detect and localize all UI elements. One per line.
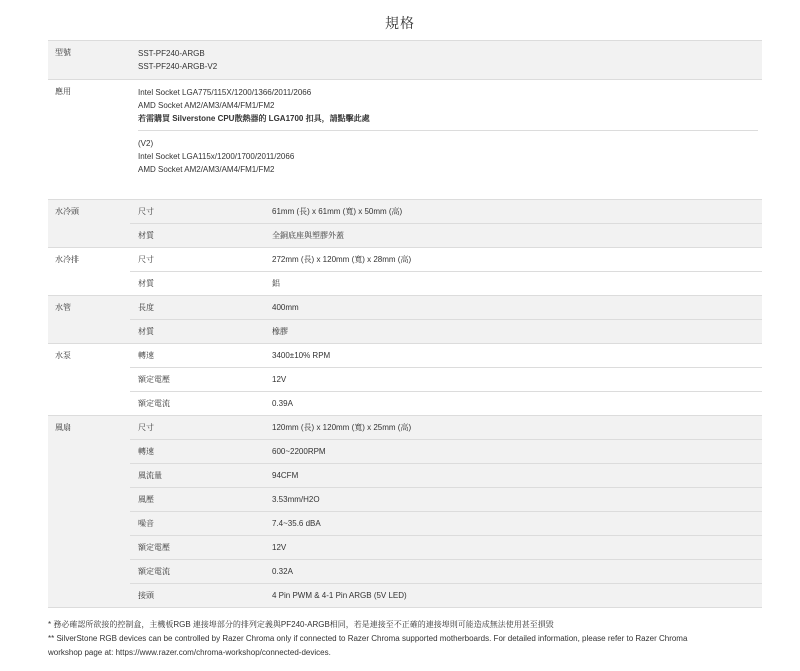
spec-row <box>130 248 762 271</box>
spec-value: 120mm (長) x 120mm (寬) x 25mm (高) <box>272 423 412 432</box>
model-row <box>48 41 762 80</box>
spec-name: 長度 <box>138 303 154 312</box>
radiator-section <box>48 248 762 296</box>
spec-row <box>130 319 762 343</box>
spec-row <box>130 223 762 247</box>
spec-value: 橡膠 <box>272 327 288 336</box>
spec-name: 風流量 <box>138 471 162 480</box>
spec-name: 額定電壓 <box>138 375 170 384</box>
spec-name: 額定電流 <box>138 567 170 576</box>
spec-value: 0.32A <box>272 567 293 576</box>
spec-row <box>130 200 762 223</box>
spec-value: 400mm <box>272 303 299 312</box>
spec-value: 12V <box>272 375 287 384</box>
spec-table <box>48 40 762 608</box>
application-label: 應用 <box>55 87 71 96</box>
spec-name: 材質 <box>138 279 154 288</box>
section-label: 水泵 <box>55 351 71 360</box>
spec-name: 轉速 <box>138 447 154 456</box>
lga1700-bracket-link[interactable]: 若需購買 Silverstone CPU散熱器的 LGA1700 扣具，請點擊此處 <box>138 114 370 123</box>
model-value-2: SST-PF240-ARGB-V2 <box>138 62 218 71</box>
footnote-compatibility: * 務必確認所欲接的控制盒，主機板RGB 連接埠部分的排列定義與PF240-ARGB相同，若是連接至不正確的連接埠則可能造成無法使用甚至損毀 <box>48 620 554 629</box>
spec-row <box>130 344 762 367</box>
spec-row <box>130 296 762 319</box>
application-line: (V2) <box>138 139 154 148</box>
pump-section <box>48 344 762 416</box>
divider <box>138 130 758 131</box>
spec-value: 全銅底座與塑膠外蓋 <box>272 231 344 240</box>
spec-name: 尺寸 <box>138 423 154 432</box>
footnote-razer-chroma-link[interactable]: workshop page at: https://www.razer.com/chroma-workshop/connected-devices. <box>48 648 331 657</box>
spec-name: 尺寸 <box>138 255 154 264</box>
spec-row <box>130 391 762 415</box>
waterblock-section <box>48 200 762 248</box>
spec-name: 風壓 <box>138 495 154 504</box>
footnote-razer-chroma: ** SilverStone RGB devices can be controlled by Razer Chroma only if connected to Razer Chroma supported motherboards. For detailed information, please refer to Razer Chroma <box>48 634 688 643</box>
spec-row <box>130 416 762 439</box>
spec-value: 4 Pin PWM & 4-1 Pin ARGB (5V LED) <box>272 591 407 600</box>
spec-value: 272mm (長) x 120mm (寬) x 28mm (高) <box>272 255 412 264</box>
spec-row <box>130 487 762 511</box>
spec-value: 0.39A <box>272 399 293 408</box>
model-label: 型號 <box>55 48 71 57</box>
spec-value: 94CFM <box>272 471 299 480</box>
footnotes <box>48 618 764 660</box>
section-label: 水管 <box>55 303 71 312</box>
spec-row <box>130 559 762 583</box>
spec-row <box>130 535 762 559</box>
spec-name: 噪音 <box>138 519 154 528</box>
spec-value: 61mm (長) x 61mm (寬) x 50mm (高) <box>272 207 403 216</box>
page-title: 規格 <box>385 15 415 31</box>
spec-value: 600~2200RPM <box>272 447 326 456</box>
spec-row <box>130 583 762 607</box>
application-line: Intel Socket LGA775/115X/1200/1366/2011/2066 <box>138 88 312 97</box>
section-label: 水冷頭 <box>55 207 79 216</box>
section-label: 水冷排 <box>55 255 79 264</box>
model-value-1: SST-PF240-ARGB <box>138 49 205 58</box>
application-line: AMD Socket AM2/AM3/AM4/FM1/FM2 <box>138 165 275 174</box>
spec-value: 3400±10% RPM <box>272 351 331 360</box>
application-row <box>48 80 762 200</box>
application-line: AMD Socket AM2/AM3/AM4/FM1/FM2 <box>138 101 275 110</box>
spec-value: 3.53mm/H2O <box>272 495 320 504</box>
spec-value: 12V <box>272 543 287 552</box>
fan-section <box>48 416 762 608</box>
spec-value: 7.4~35.6 dBA <box>272 519 321 528</box>
spec-name: 材質 <box>138 327 154 336</box>
spec-name: 接頭 <box>138 591 154 600</box>
spec-row <box>130 511 762 535</box>
application-line: Intel Socket LGA115x/1200/1700/2011/2066 <box>138 152 295 161</box>
spec-name: 材質 <box>138 231 154 240</box>
spec-row <box>130 439 762 463</box>
spec-row <box>130 367 762 391</box>
spec-name: 轉速 <box>138 351 154 360</box>
spec-name: 尺寸 <box>138 207 154 216</box>
spec-row <box>130 271 762 295</box>
spec-row <box>130 463 762 487</box>
spec-name: 額定電壓 <box>138 543 170 552</box>
spec-name: 額定電流 <box>138 399 170 408</box>
spec-value: 鋁 <box>272 279 280 288</box>
tubing-section <box>48 296 762 344</box>
section-label: 風扇 <box>55 423 71 432</box>
